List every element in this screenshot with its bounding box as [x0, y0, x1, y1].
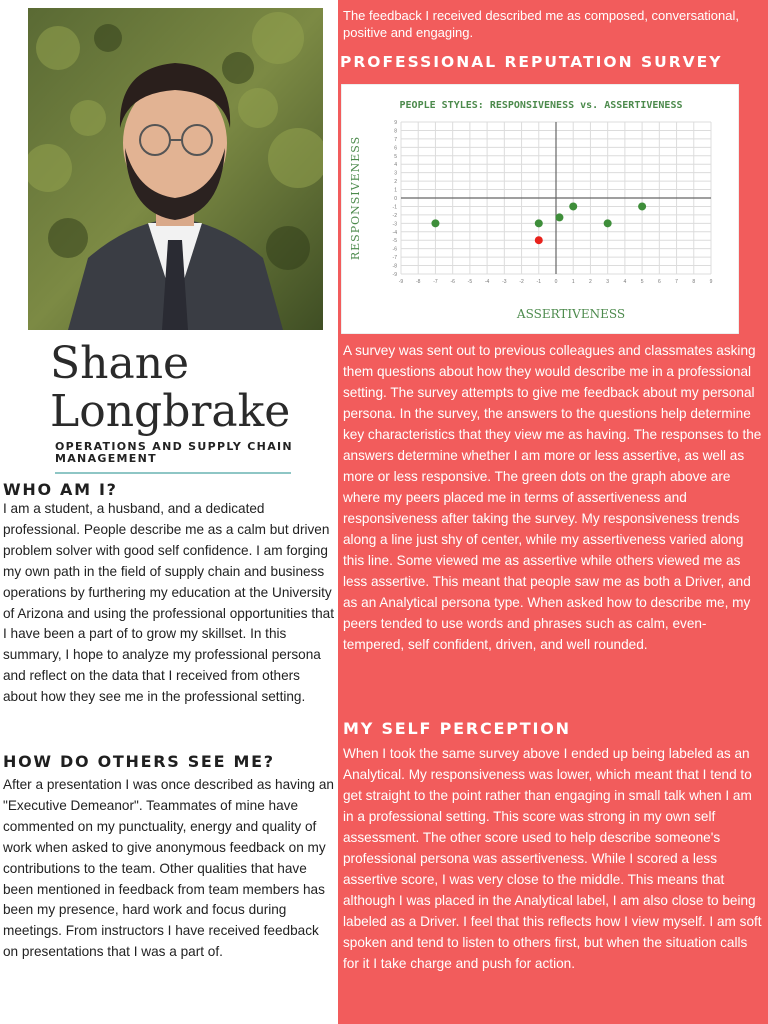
y-tick-label: -3 — [392, 221, 397, 228]
y-tick-label: -7 — [392, 255, 397, 262]
x-tick-label: 0 — [554, 279, 558, 285]
x-tick-label: 5 — [640, 279, 644, 285]
survey-heading: PROFESSIONAL REPUTATION SURVEY — [340, 53, 723, 71]
x-tick-label: 9 — [709, 279, 713, 285]
x-tick-label: 2 — [589, 279, 592, 285]
x-tick-label: -1 — [536, 279, 542, 285]
peer-point — [604, 219, 612, 227]
last-name: Longbrake — [50, 386, 291, 437]
y-axis-title: RESPONSIVENESS — [349, 135, 362, 261]
y-tick-label: 7 — [394, 136, 397, 143]
y-tick-label: 2 — [394, 179, 397, 186]
self-perception-body: When I took the same survey above I ended up being labeled as an Analytical. My responsiveness was lower, which meant that I tend to get straight to the point rather than engaging in small talk when I am in a professional setting. This score was strong in my own self assessment. The other score used to help describe someone's professional persona was assertiveness. While I scored a less assertive score, I was very close to the middle. This means that although I was placed in the Analytical label, I am also close to being labeled as a Driver. I feel that this reflects how I view myself. I am soft spoken and tend to listen to others first, but when the situation calls for it I take charge and push for action. — [343, 746, 762, 971]
y-tick-label: -8 — [392, 263, 397, 270]
person-name — [50, 340, 290, 436]
x-tick-label: 7 — [675, 279, 678, 285]
peer-point — [431, 219, 439, 227]
y-tick-label: 4 — [394, 162, 397, 169]
who-am-i-body: I am a student, a husband, and a dedicated professional. People describe me as a calm but driven problem solver with good self confidence. I am forging my own path in the field of supply chain and business operations by furthering my education at the University of Arizona and using the professional opportunities that I have been a part of to grow my skillset. In this summary, I hope to analyze my professional persona and reflect on the data that I received from others about how they see me in the professional setting. — [3, 501, 335, 705]
divider — [55, 472, 291, 474]
who-am-i-section — [3, 480, 336, 708]
y-tick-label: -1 — [392, 204, 397, 211]
x-tick-label: 3 — [606, 279, 610, 285]
how-others-body: After a presentation I was once described as having an "Executive Demeanor". Teammates of mine have commented on my punctuality, energy and quality of work when asked to give anonymous feedback on my contributions to the team. Other qualities that have been mentioned in feedback from team members has been my presence, hard work and focus during meetings. From instructors I have received feedback on presentations that I was a part of. — [3, 777, 334, 960]
x-tick-label: -8 — [415, 279, 421, 285]
y-tick-label: 9 — [394, 120, 397, 126]
y-tick-label: -5 — [392, 238, 397, 245]
y-tick-label: 3 — [394, 170, 397, 177]
y-tick-label: 0 — [394, 196, 397, 202]
x-tick-label: 8 — [692, 279, 696, 285]
self-perception-heading: MY SELF PERCEPTION — [343, 719, 571, 738]
peer-point — [535, 219, 543, 227]
chart-title: PEOPLE STYLES: RESPONSIVENESS vs. ASSERTIVENESS — [399, 100, 683, 111]
profile-photo — [28, 8, 323, 330]
y-tick-label: -9 — [392, 272, 397, 278]
first-name: Shane — [50, 338, 190, 389]
how-others-heading: HOW DO OTHERS SEE ME? — [3, 752, 275, 771]
who-am-i-heading: WHO AM I? — [3, 480, 118, 499]
x-tick-label: 6 — [657, 279, 661, 285]
feedback-intro: The feedback I received described me as composed, conversational, positive and engaging. — [343, 8, 739, 40]
job-title: OPERATIONS AND SUPPLY CHAIN MANAGEMENT — [55, 440, 293, 465]
survey-body: A survey was sent out to previous colleagues and classmates asking them questions about how they would describe me in a professional setting. The survey attempts to give me feedback about my personal persona. In the survey, the answers to the questions help determine key characteristics that they view me as having. The responses to the answers determine whether I am more or less assertive, as well as more or less responsive. The green dots on the graph above are where my peers placed me in terms of assertiveness and responsiveness after taking the survey. My responsiveness trends along a line just shy of center, while my assertiveness varied along this line. Some viewed me as assertive while others viewed me as less assertive. This meant that people saw me as both a Driver, and as an Analytical persona type. When asked how to describe me, my peers tended to use words and phrases such as calm, even-tempered, self confident, driven, and well rounded. — [343, 343, 762, 652]
x-tick-label: -2 — [519, 279, 524, 285]
how-others-section — [3, 752, 336, 963]
y-tick-label: 1 — [394, 187, 397, 194]
people-styles-chart — [341, 84, 739, 334]
x-tick-label: -9 — [398, 279, 404, 285]
y-tick-label: -6 — [392, 246, 397, 253]
x-tick-label: -3 — [502, 279, 507, 285]
x-tick-label: 4 — [623, 279, 627, 285]
x-tick-label: -4 — [484, 279, 490, 285]
y-tick-label: 8 — [394, 128, 397, 135]
peer-point — [555, 213, 563, 221]
y-tick-label: -4 — [392, 229, 397, 236]
y-tick-label: -2 — [392, 212, 397, 219]
y-tick-label: 5 — [394, 153, 397, 160]
x-tick-label: 1 — [571, 279, 575, 285]
peer-point — [569, 202, 577, 210]
x-axis-title: ASSERTIVENESS — [516, 307, 626, 321]
chart-svg — [341, 84, 739, 334]
x-tick-label: -5 — [467, 279, 473, 285]
self-point — [535, 236, 543, 244]
y-tick-label: 6 — [394, 145, 397, 152]
x-tick-label: -7 — [433, 279, 438, 285]
peer-point — [638, 202, 646, 210]
x-tick-label: -6 — [450, 279, 455, 285]
